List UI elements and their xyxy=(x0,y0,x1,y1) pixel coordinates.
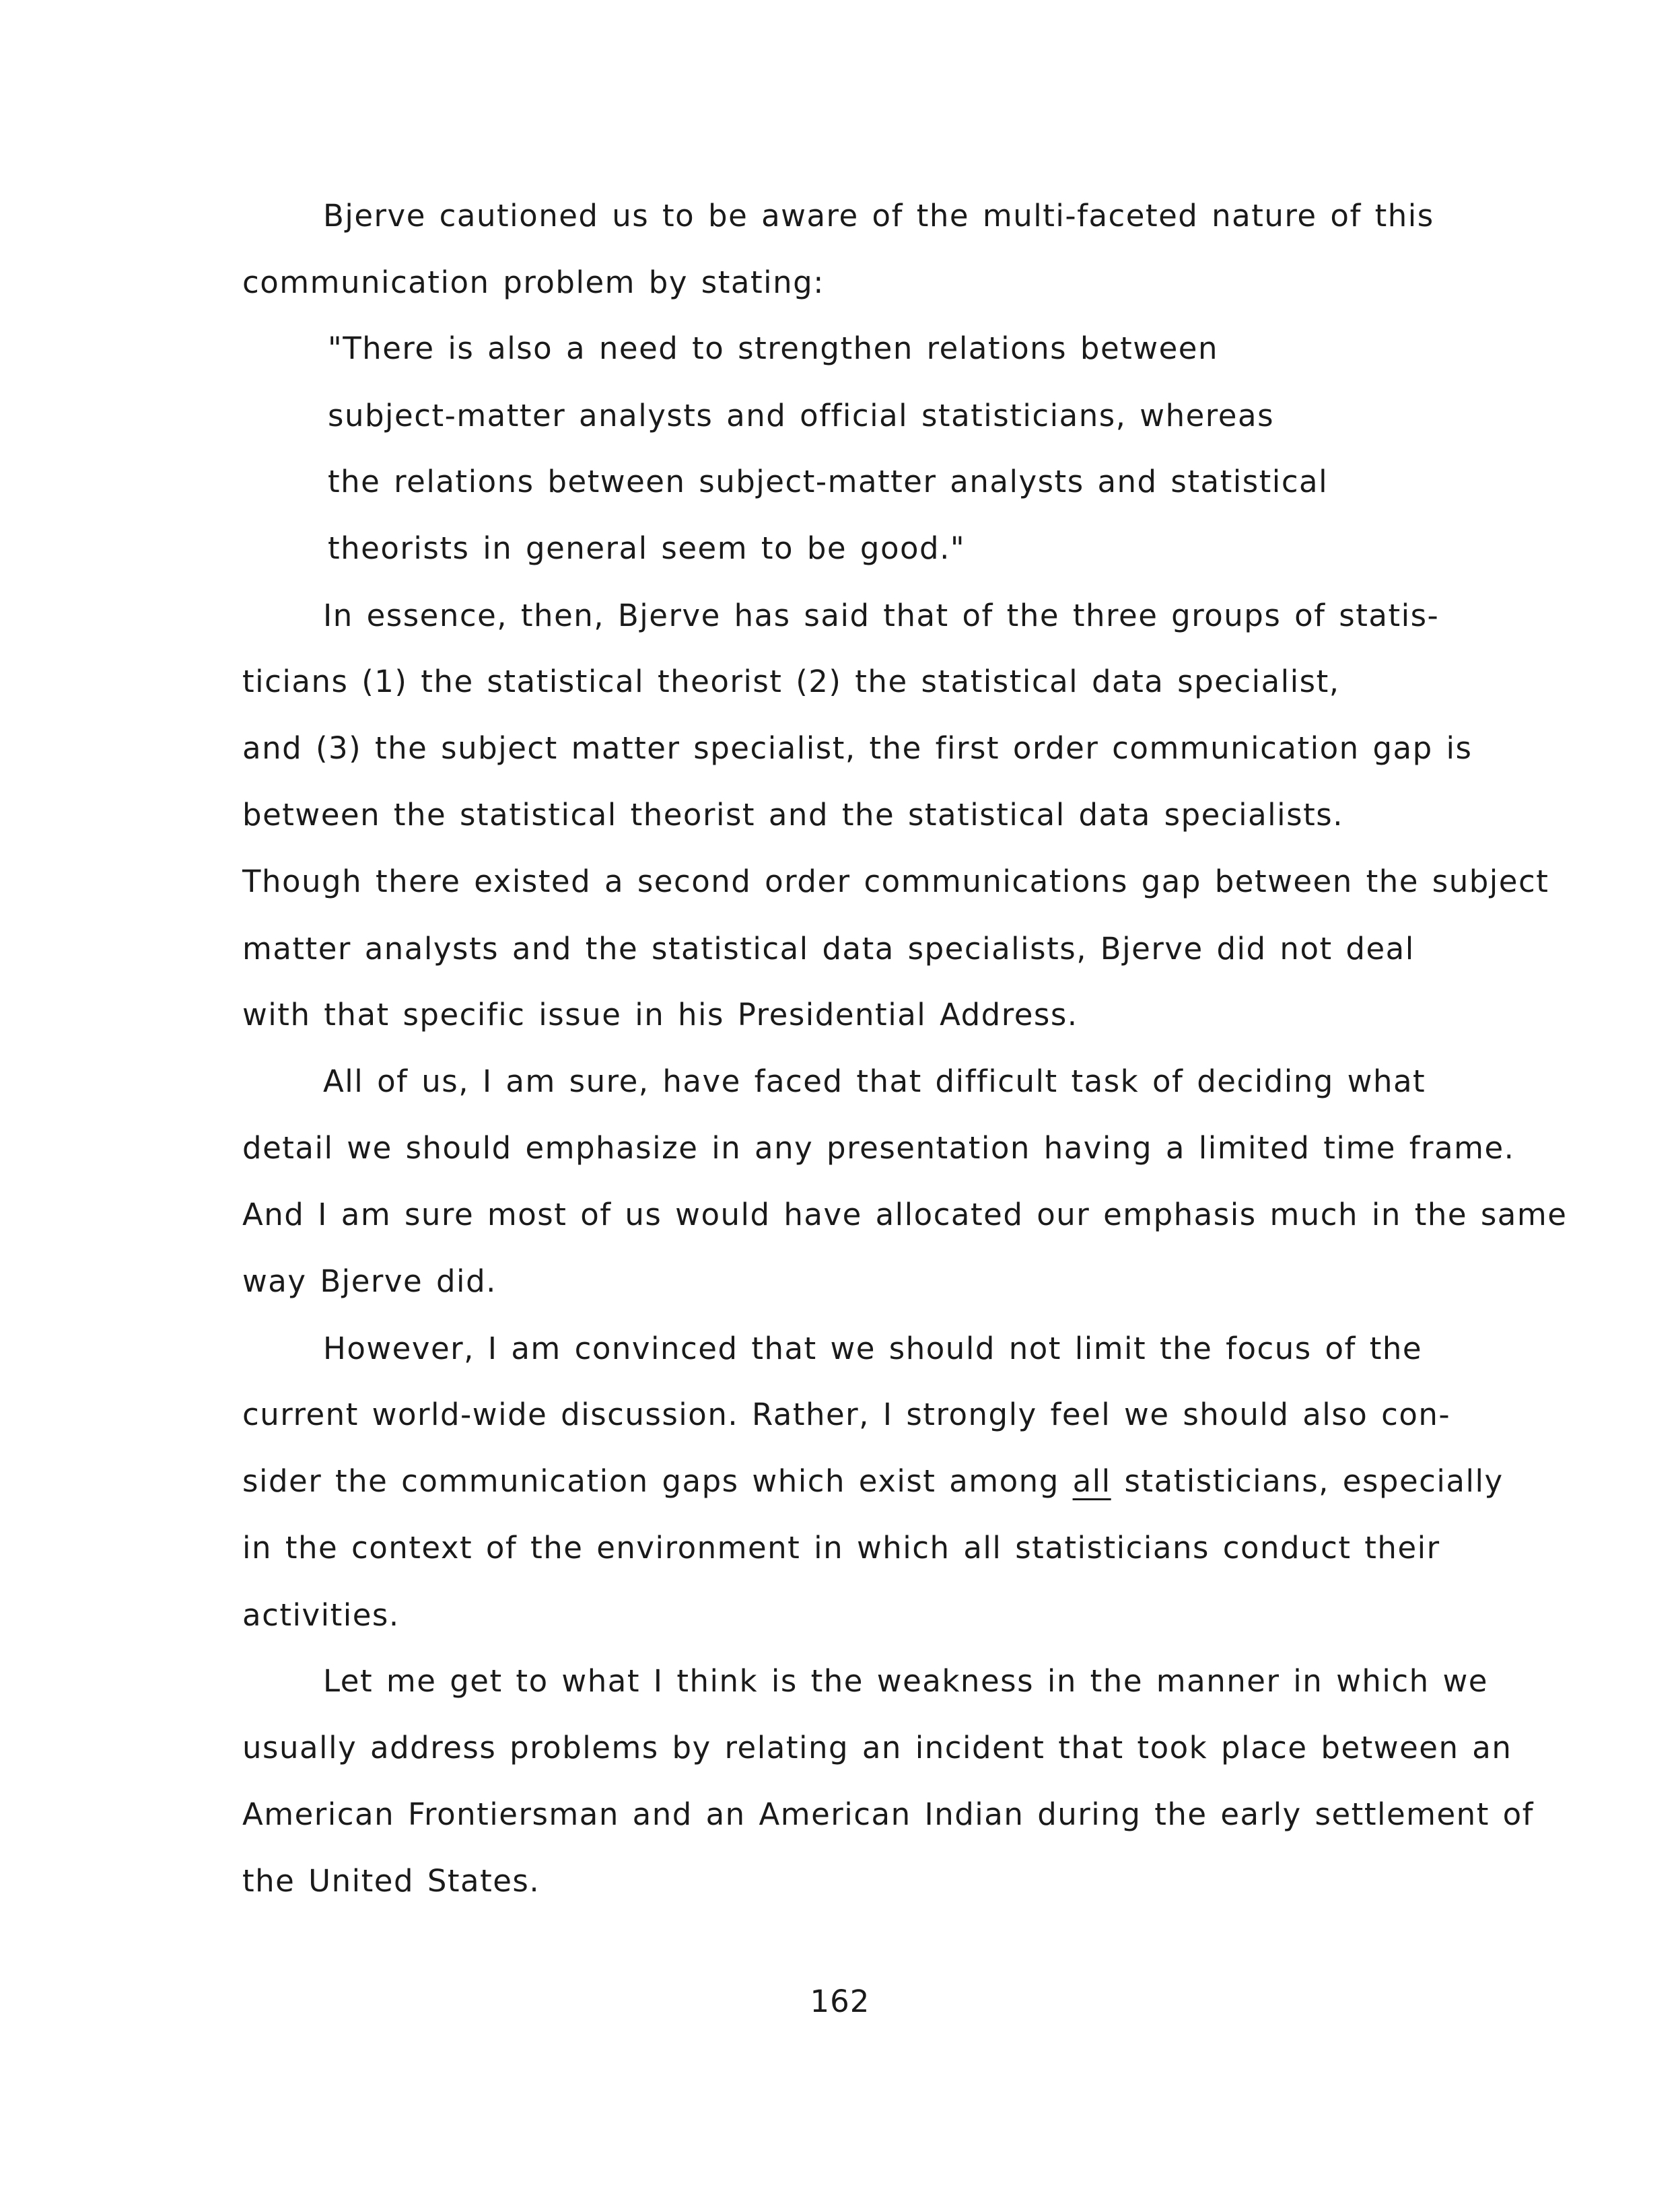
text-line: In essence, then, Bjerve has said that of the three groups of statis- xyxy=(323,598,1440,633)
text-line: activities. xyxy=(242,1597,400,1633)
text-line: between the statistical theorist and the statistical data specialists. xyxy=(242,797,1344,833)
text-segment: sider the communication gaps which exist among xyxy=(242,1463,1073,1499)
underlined-word: all xyxy=(1072,1463,1111,1499)
text-line: Though there existed a second order communications gap between the subject xyxy=(242,864,1549,899)
text-line: ticians (1) the statistical theorist (2) the statistical data specialist, xyxy=(242,664,1340,699)
text-line: And I am sure most of us would have allocated our emphasis much in the same xyxy=(242,1197,1568,1232)
text-line: However, I am convinced that we should not limit the focus of the xyxy=(323,1331,1423,1366)
text-line: All of us, I am sure, have faced that difficult task of deciding what xyxy=(323,1063,1426,1099)
text-line: current world-wide discussion. Rather, I strongly feel we should also con- xyxy=(242,1397,1451,1432)
text-segment: statisticians, especially xyxy=(1111,1463,1504,1499)
text-line: detail we should emphasize in any presentation having a limited time frame. xyxy=(242,1130,1515,1166)
quote-line: "There is also a need to strengthen relations between xyxy=(328,330,1218,366)
text-line: and (3) the subject matter specialist, the first order communication gap is xyxy=(242,730,1473,766)
text-line: Bjerve cautioned us to be aware of the multi-faceted nature of this xyxy=(323,198,1434,234)
text-line: with that specific issue in his Presidential Address. xyxy=(242,997,1078,1033)
quote-line: the relations between subject-matter analysts and statistical xyxy=(328,464,1329,499)
text-line-with-underline xyxy=(242,1461,1504,1502)
text-line: matter analysts and the statistical data specialists, Bjerve did not deal xyxy=(242,931,1415,967)
text-line: the United States. xyxy=(242,1863,540,1899)
text-line: in the context of the environment in which all statisticians conduct their xyxy=(242,1530,1440,1566)
quote-line: theorists in general seem to be good." xyxy=(328,530,966,566)
quote-line: subject-matter analysts and official statisticians, whereas xyxy=(328,398,1275,433)
text-line: Let me get to what I think is the weakness in the manner in which we xyxy=(323,1663,1488,1699)
text-line: way Bjerve did. xyxy=(242,1263,497,1299)
text-line: American Frontiersman and an American Indian during the early settlement of xyxy=(242,1796,1535,1832)
text-line: usually address problems by relating an incident that took place between an xyxy=(242,1730,1512,1765)
text-line: communication problem by stating: xyxy=(242,265,825,300)
page-number: 162 xyxy=(810,1984,870,2019)
